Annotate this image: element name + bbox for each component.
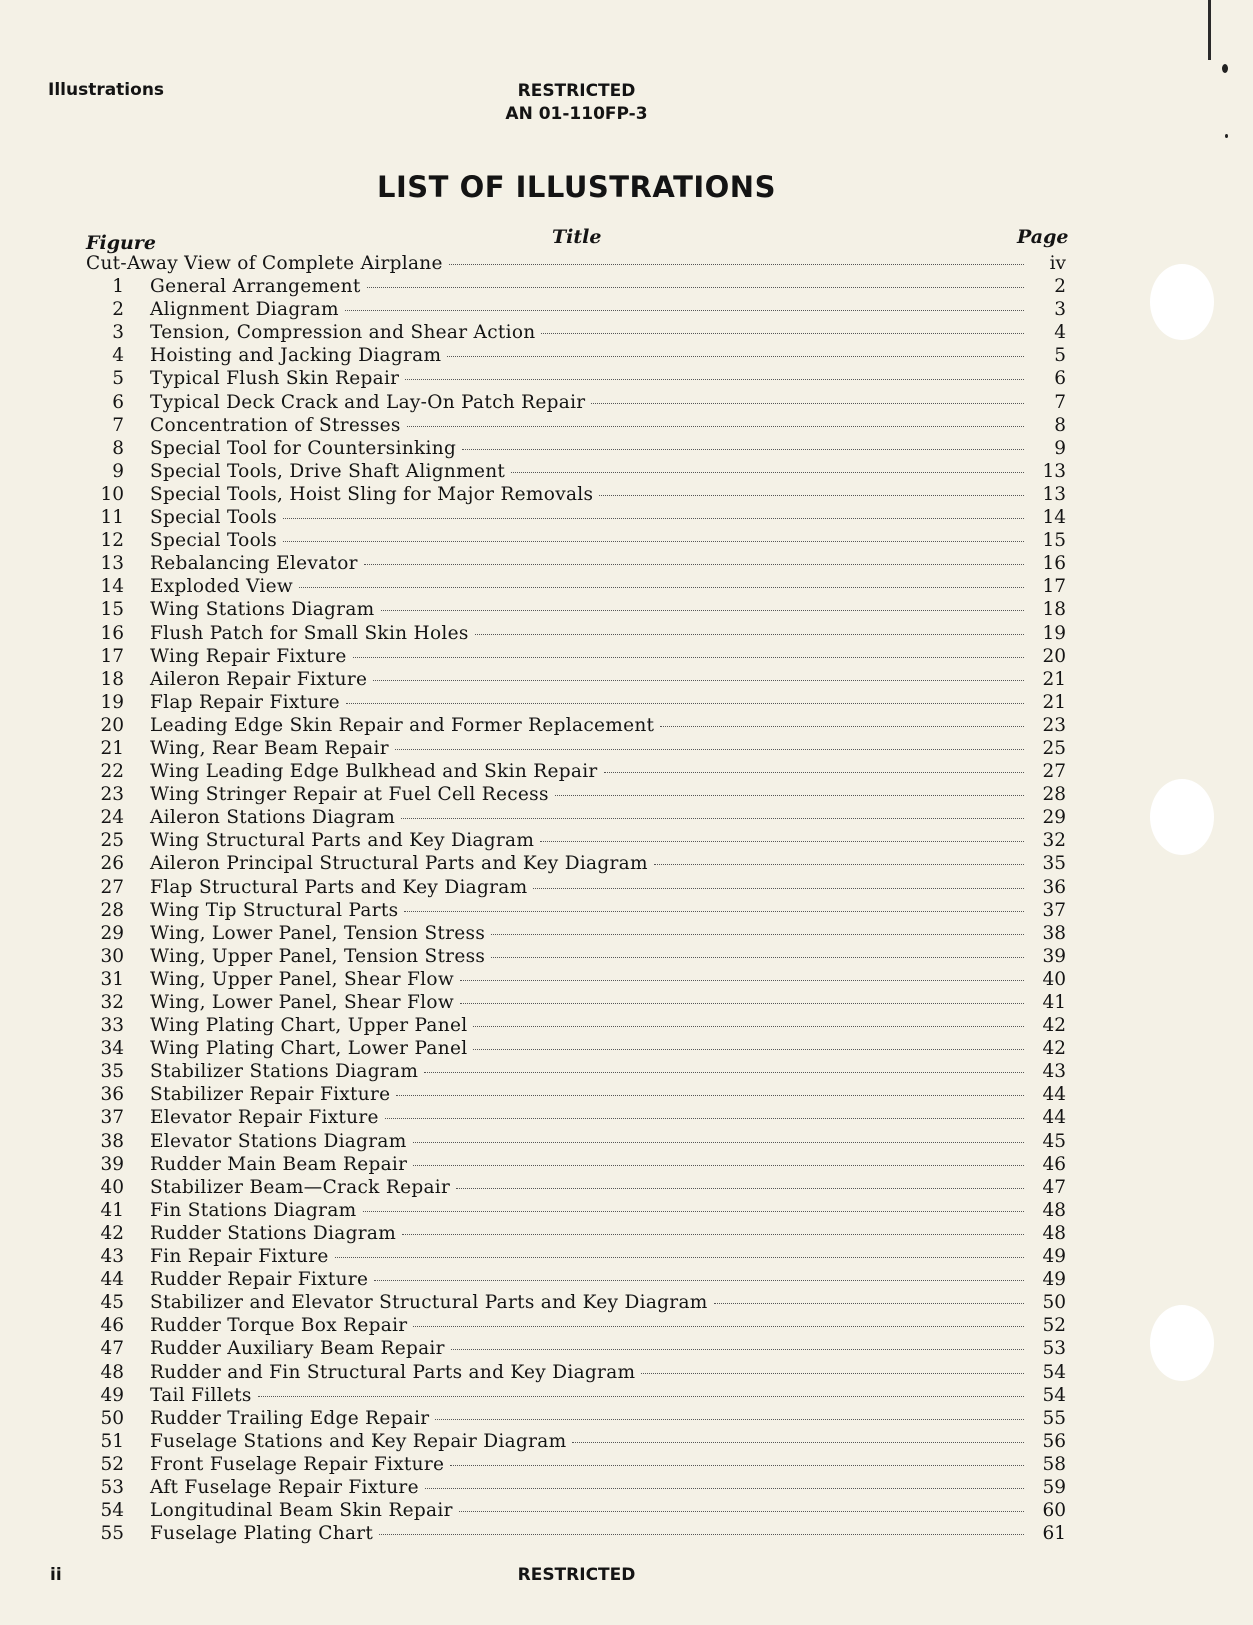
list-item [86, 992, 1066, 1015]
punch-hole-top [1150, 264, 1214, 340]
list-item [86, 1223, 1066, 1246]
figure-title: Aileron Stations Diagram [150, 807, 396, 829]
page-number: 38 [1042, 922, 1066, 944]
figure-number: 5 [112, 368, 124, 390]
ink-speck [1225, 134, 1228, 138]
dot-leader [385, 1118, 1024, 1119]
list-item [86, 368, 1066, 391]
page-number: 40 [1042, 968, 1066, 990]
figure-title: Wing, Upper Panel, Tension Stress [150, 945, 486, 967]
figure-number: 41 [100, 1199, 124, 1221]
figure-number: 49 [100, 1384, 124, 1406]
figure-title: Hoisting and Jacking Diagram [150, 345, 442, 367]
list-item [86, 946, 1066, 969]
dot-leader [604, 772, 1024, 773]
list-item [86, 553, 1066, 576]
list-item [86, 1523, 1066, 1546]
dot-leader [555, 795, 1024, 796]
figure-number: 44 [100, 1269, 124, 1291]
list-item [86, 1292, 1066, 1315]
dot-leader [460, 1003, 1024, 1004]
dot-leader [511, 472, 1024, 473]
page-number: 39 [1042, 945, 1066, 967]
page-number: 49 [1042, 1269, 1066, 1291]
figure-title: Wing, Lower Panel, Shear Flow [150, 992, 454, 1013]
column-header-figure: Figure [86, 232, 156, 254]
dot-leader [405, 379, 1024, 380]
figure-number: 36 [100, 1084, 124, 1106]
page-number: 7 [1054, 391, 1066, 413]
figure-title: Wing Leading Edge Bulkhead and Skin Repair [150, 761, 598, 783]
figure-number: 20 [100, 714, 124, 736]
figure-title: Flap Structural Parts and Key Diagram [150, 876, 528, 898]
dot-leader [396, 1095, 1024, 1096]
page-number: 4 [1054, 322, 1066, 344]
dot-leader [424, 1072, 1024, 1073]
figure-number: 26 [100, 853, 124, 875]
page-number: 41 [1042, 992, 1066, 1013]
dot-leader [413, 1165, 1024, 1166]
figure-title: Stabilizer Beam—Crack Repair [150, 1176, 451, 1198]
page-number: 8 [1054, 414, 1066, 436]
dot-leader [449, 264, 1024, 265]
list-item [86, 576, 1066, 599]
figure-number: 54 [100, 1500, 124, 1522]
list-item [86, 1131, 1066, 1154]
page-edge-mark [1208, 0, 1211, 60]
page-number: 2 [1054, 276, 1066, 298]
figure-title: General Arrangement [150, 276, 361, 298]
figure-number: 46 [100, 1315, 124, 1337]
page-number: 21 [1042, 668, 1066, 690]
figure-number: 55 [100, 1523, 124, 1545]
dot-leader [283, 518, 1024, 519]
dot-leader [491, 934, 1024, 935]
figure-title: Alignment Diagram [150, 299, 339, 321]
list-item [86, 530, 1066, 553]
list-item [86, 1431, 1066, 1454]
figure-number: 48 [100, 1361, 124, 1383]
document-header [0, 80, 1153, 126]
page-number: 50 [1042, 1292, 1066, 1314]
figure-title: Rudder Trailing Edge Repair [150, 1407, 430, 1429]
figure-number: 35 [100, 1061, 124, 1083]
page-number: 54 [1042, 1384, 1066, 1406]
page-title: LIST OF ILLUSTRATIONS [377, 170, 776, 204]
page-number: 37 [1042, 899, 1066, 921]
dot-leader [363, 1211, 1024, 1212]
figure-number: 24 [100, 807, 124, 829]
list-item [86, 784, 1066, 807]
figure-title: Special Tool for Countersinking [150, 437, 457, 459]
figure-title: Fin Stations Diagram [150, 1199, 357, 1221]
figure-title: Flush Patch for Small Skin Holes [150, 622, 469, 644]
figure-title: Stabilizer and Elevator Structural Parts and Key Diagram [150, 1292, 708, 1314]
page-number: 44 [1042, 1107, 1066, 1129]
page-number: 27 [1042, 761, 1066, 783]
dot-leader [381, 610, 1025, 611]
list-item [86, 392, 1066, 415]
figure-number: 30 [100, 945, 124, 967]
page-number: 42 [1042, 1015, 1066, 1037]
column-header-title: Title [552, 226, 602, 248]
figure-number: 14 [100, 576, 124, 598]
dot-leader [654, 864, 1024, 865]
dot-leader [540, 841, 1024, 842]
figure-number: 27 [100, 876, 124, 898]
figure-title: Rudder Repair Fixture [150, 1269, 369, 1291]
figure-number: 31 [100, 968, 124, 990]
figure-title: Wing, Rear Beam Repair [150, 737, 389, 759]
figure-title: Typical Deck Crack and Lay-On Patch Repair [150, 391, 586, 413]
list-item [86, 1107, 1066, 1130]
figure-number: 33 [100, 1015, 124, 1037]
list-item [86, 1084, 1066, 1107]
page-number: 46 [1042, 1153, 1066, 1175]
dot-leader [714, 1303, 1024, 1304]
list-item [86, 276, 1066, 299]
page-number: 16 [1042, 553, 1066, 575]
figure-number: 12 [100, 530, 124, 552]
figure-number: 16 [100, 622, 124, 644]
figure-number: 45 [100, 1292, 124, 1314]
dot-leader [459, 1511, 1024, 1512]
figure-number: 47 [100, 1338, 124, 1360]
dot-leader [435, 1419, 1024, 1420]
figure-title: Flap Repair Fixture [150, 691, 340, 713]
figure-title: Rebalancing Elevator [150, 553, 358, 575]
punch-hole-bottom [1150, 1305, 1214, 1381]
page-number: 45 [1042, 1130, 1066, 1152]
figure-title: Typical Flush Skin Repair [150, 368, 400, 390]
list-item [86, 738, 1066, 761]
figure-title: Rudder Auxiliary Beam Repair [150, 1338, 445, 1360]
list-item [86, 1362, 1066, 1385]
figure-number: 9 [112, 460, 124, 482]
list-item [86, 1061, 1066, 1084]
dot-leader [591, 403, 1024, 404]
document-number: AN 01-110FP-3 [505, 104, 648, 124]
page-number: 42 [1042, 1038, 1066, 1060]
dot-leader [413, 1326, 1024, 1327]
figure-title: Wing Plating Chart, Lower Panel [150, 1038, 468, 1060]
figure-number: 11 [100, 507, 124, 529]
list-item [86, 1454, 1066, 1477]
page-number: 43 [1042, 1061, 1066, 1083]
page-number: 52 [1042, 1315, 1066, 1337]
list-item [86, 345, 1066, 368]
dot-leader [447, 356, 1024, 357]
list-item [86, 877, 1066, 900]
dot-leader [450, 1465, 1024, 1466]
page-number: 48 [1042, 1199, 1066, 1221]
list-item [86, 1408, 1066, 1431]
page-number: iv [1049, 253, 1066, 274]
list-item [86, 1500, 1066, 1523]
dot-leader [345, 310, 1024, 311]
dot-leader [258, 1396, 1024, 1397]
column-header-page: Page [1017, 226, 1069, 248]
dot-leader [413, 1142, 1024, 1143]
list-item [86, 1154, 1066, 1177]
list-item [86, 715, 1066, 738]
page-number: 60 [1042, 1500, 1066, 1522]
ink-speck [1222, 64, 1228, 73]
figure-number: 1 [112, 276, 124, 298]
page-number: 55 [1042, 1407, 1066, 1429]
figure-number: 32 [100, 992, 124, 1013]
dot-leader [572, 1442, 1024, 1443]
page-number: 56 [1042, 1430, 1066, 1452]
dot-leader [462, 449, 1024, 450]
figure-number: 13 [100, 553, 124, 575]
figure-title: Aileron Repair Fixture [150, 668, 368, 690]
header-classification: RESTRICTED [517, 81, 636, 101]
page-number: 14 [1042, 507, 1066, 529]
figure-number: 28 [100, 899, 124, 921]
dot-leader [473, 1026, 1024, 1027]
dot-leader [373, 680, 1024, 681]
figure-title: Wing Stations Diagram [150, 599, 375, 621]
figure-title: Rudder Main Beam Repair [150, 1153, 408, 1175]
figure-title: Wing Structural Parts and Key Diagram [150, 830, 535, 852]
list-item [86, 599, 1066, 622]
figure-title: Special Tools, Hoist Sling for Major Removals [150, 483, 594, 505]
figure-number: 42 [100, 1222, 124, 1244]
figure-title: Rudder and Fin Structural Parts and Key Diagram [150, 1361, 636, 1383]
dot-leader [425, 1488, 1024, 1489]
dot-leader [460, 980, 1024, 981]
list-item [86, 1200, 1066, 1223]
figure-number: 18 [100, 668, 124, 690]
figure-title: Special Tools [150, 507, 278, 529]
page-number: 21 [1042, 691, 1066, 713]
page-number: 44 [1042, 1084, 1066, 1106]
dot-leader [395, 749, 1024, 750]
dot-leader [283, 541, 1024, 542]
figure-title: Concentration of Stresses [150, 414, 401, 436]
figure-number: 37 [100, 1107, 124, 1129]
page-number: 18 [1042, 599, 1066, 621]
list-item [86, 1338, 1066, 1361]
list-item [86, 484, 1066, 507]
figure-title: Tension, Compression and Shear Action [150, 322, 536, 344]
page-number: 58 [1042, 1453, 1066, 1475]
list-item [86, 438, 1066, 461]
page-number: 61 [1042, 1523, 1066, 1545]
figure-number: 51 [100, 1430, 124, 1452]
list-item [86, 415, 1066, 438]
page-number: 20 [1042, 645, 1066, 667]
figure-number: 23 [100, 784, 124, 806]
figure-number: 25 [100, 830, 124, 852]
figure-title: Special Tools, Drive Shaft Alignment [150, 460, 506, 482]
page-number: 25 [1042, 737, 1066, 759]
dot-leader [475, 634, 1024, 635]
list-item [86, 299, 1066, 322]
dot-leader [599, 495, 1024, 496]
footer-classification: RESTRICTED [517, 1565, 636, 1585]
dot-leader [451, 1349, 1024, 1350]
figure-number: 10 [100, 483, 124, 505]
dot-leader [379, 1534, 1024, 1535]
figure-number: 21 [100, 737, 124, 759]
list-item [86, 1246, 1066, 1269]
figure-title: Wing, Upper Panel, Shear Flow [150, 968, 454, 990]
list-item [86, 669, 1066, 692]
list-item [86, 807, 1066, 830]
dot-leader [335, 1257, 1024, 1258]
list-item [86, 322, 1066, 345]
page-number: 32 [1042, 830, 1066, 852]
dot-leader [660, 726, 1024, 727]
page-number: 3 [1054, 299, 1066, 321]
dot-leader [353, 657, 1024, 658]
figure-title: Rudder Torque Box Repair [150, 1315, 408, 1337]
list-item [86, 646, 1066, 669]
list-item [86, 1269, 1066, 1292]
dot-leader [407, 426, 1024, 427]
figure-number: 53 [100, 1476, 124, 1498]
list-item [86, 507, 1066, 530]
page-number: 49 [1042, 1246, 1066, 1268]
dot-leader [299, 587, 1024, 588]
figure-number: 29 [100, 922, 124, 944]
figure-title: Exploded View [150, 576, 293, 598]
page-number: 13 [1042, 460, 1066, 482]
page-number: 28 [1042, 784, 1066, 806]
figure-title: Fin Repair Fixture [150, 1246, 329, 1268]
page-number: 17 [1042, 576, 1066, 598]
dot-leader [456, 1188, 1024, 1189]
list-item [86, 1315, 1066, 1338]
dot-leader [491, 957, 1024, 958]
page-number: 19 [1042, 622, 1066, 644]
page-number: 9 [1054, 437, 1066, 459]
figure-number: 8 [112, 437, 124, 459]
section-label: Illustrations [48, 80, 165, 100]
figure-title: Leading Edge Skin Repair and Former Replacement [150, 714, 655, 736]
figure-number: 15 [100, 599, 124, 621]
figure-title: Fuselage Stations and Key Repair Diagram [150, 1430, 567, 1452]
figure-number: 2 [112, 299, 124, 321]
figure-title: Wing Plating Chart, Upper Panel [150, 1015, 468, 1037]
figure-number: 6 [112, 391, 124, 413]
list-item [86, 830, 1066, 853]
figure-number: 38 [100, 1130, 124, 1152]
list-item [86, 253, 1066, 276]
dot-leader [541, 333, 1024, 334]
dot-leader [374, 1280, 1024, 1281]
figure-title: Rudder Stations Diagram [150, 1222, 397, 1244]
list-item [86, 853, 1066, 876]
page-number: 6 [1054, 368, 1066, 390]
figure-number: 34 [100, 1038, 124, 1060]
dot-leader [641, 1373, 1024, 1374]
page-number: 5 [1054, 345, 1066, 367]
page-number: 15 [1042, 530, 1066, 552]
list-item [86, 1177, 1066, 1200]
figure-title: Front Fuselage Repair Fixture [150, 1453, 445, 1475]
figure-title: Wing Tip Structural Parts [150, 899, 399, 921]
figure-number: 7 [112, 414, 124, 436]
dot-leader [404, 911, 1024, 912]
list-item [86, 969, 1066, 992]
page-number: 35 [1042, 853, 1066, 875]
figure-title: Tail Fillets [150, 1384, 252, 1406]
page-number: 54 [1042, 1361, 1066, 1383]
dot-leader [401, 818, 1024, 819]
figure-title: Elevator Repair Fixture [150, 1107, 379, 1129]
figure-title: Stabilizer Repair Fixture [150, 1084, 391, 1106]
figure-number: 3 [112, 322, 124, 344]
list-item [86, 1015, 1066, 1038]
list-item [86, 923, 1066, 946]
list-item [86, 692, 1066, 715]
figure-title: Special Tools [150, 530, 278, 552]
figure-number: 4 [112, 345, 124, 367]
figure-number: 52 [100, 1453, 124, 1475]
page-number: 29 [1042, 807, 1066, 829]
figure-number: 22 [100, 761, 124, 783]
dot-leader [364, 564, 1024, 565]
illustrations-list [86, 253, 1066, 1546]
figure-number: 40 [100, 1176, 124, 1198]
figure-number: 39 [100, 1153, 124, 1175]
figure-title: Wing, Lower Panel, Tension Stress [150, 922, 486, 944]
figure-title: Wing Repair Fixture [150, 645, 347, 667]
footer-page-number: ii [50, 1565, 62, 1585]
figure-title: Stabilizer Stations Diagram [150, 1061, 419, 1083]
page-number: 53 [1042, 1338, 1066, 1360]
list-item [86, 900, 1066, 923]
figure-number: 50 [100, 1407, 124, 1429]
list-item [86, 623, 1066, 646]
figure-title: Aft Fuselage Repair Fixture [150, 1476, 419, 1498]
punch-hole-middle [1150, 779, 1214, 855]
figure-title: Longitudinal Beam Skin Repair [150, 1500, 453, 1522]
page-number: 48 [1042, 1222, 1066, 1244]
list-item [86, 1385, 1066, 1408]
figure-title: Aileron Principal Structural Parts and Key Diagram [150, 853, 648, 875]
page-number: 23 [1042, 714, 1066, 736]
page-number: 13 [1042, 483, 1066, 505]
dot-leader [346, 703, 1024, 704]
list-item [86, 1038, 1066, 1061]
list-item [86, 461, 1066, 484]
figure-number: 17 [100, 645, 124, 667]
figure-number: 19 [100, 691, 124, 713]
list-item [86, 1477, 1066, 1500]
page-number: 47 [1042, 1176, 1066, 1198]
dot-leader [533, 888, 1024, 889]
list-item [86, 761, 1066, 784]
dot-leader [473, 1049, 1024, 1050]
figure-title: Elevator Stations Diagram [150, 1130, 407, 1152]
figure-number: 43 [100, 1246, 124, 1268]
figure-title: Fuselage Plating Chart [150, 1523, 374, 1545]
figure-title: Wing Stringer Repair at Fuel Cell Recess [150, 784, 549, 806]
page-number: 59 [1042, 1476, 1066, 1498]
figure-title: Cut-Away View of Complete Airplane [86, 253, 443, 274]
page-number: 36 [1042, 876, 1066, 898]
dot-leader [367, 287, 1024, 288]
dot-leader [402, 1234, 1024, 1235]
